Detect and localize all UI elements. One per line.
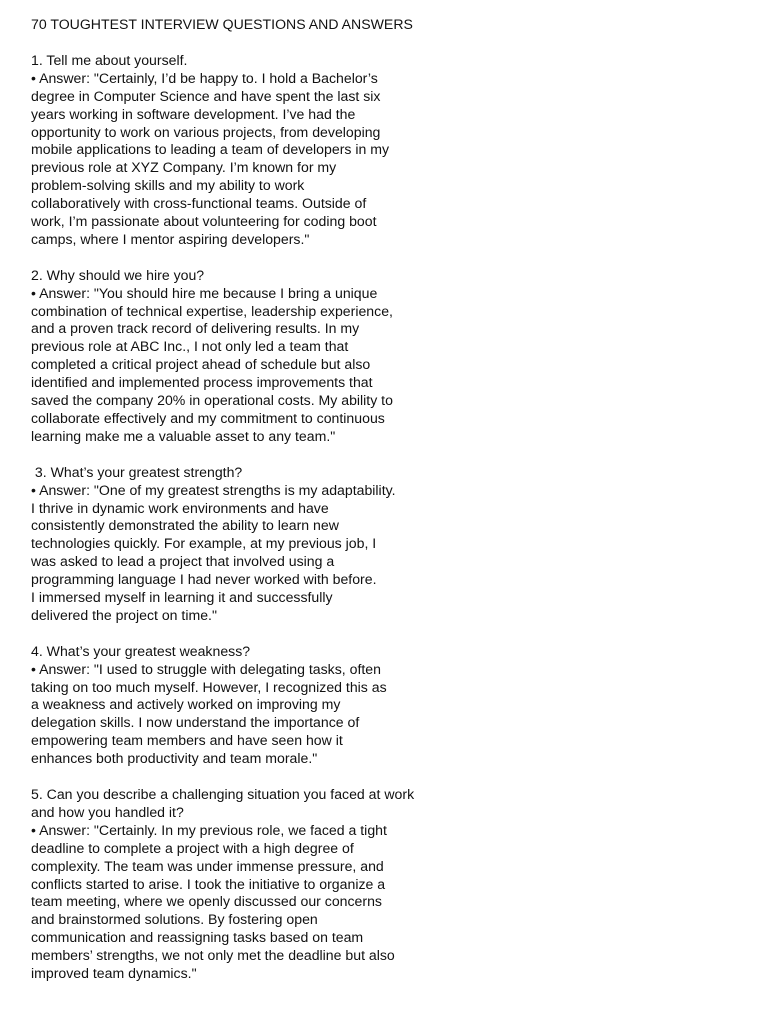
question-1: 1. Tell me about yourself.: [31, 51, 188, 68]
answer-line: collaboratively with cross-functional teams. Outside of: [31, 195, 367, 212]
qa-section-5: [31, 786, 461, 983]
qa-section-1: [31, 52, 461, 249]
answer-line: I thrive in dynamic work environments and have: [31, 499, 329, 516]
answer-line: communication and reassigning tasks based on team: [31, 929, 364, 946]
answer-line: work, I’m passionate about volunteering for coding boot: [31, 213, 377, 230]
answer-line: programming language I had never worked with before.: [31, 571, 377, 588]
answer-line: empowering team members and have seen how it: [31, 732, 343, 749]
answer-line: problem-solving skills and my ability to work: [31, 177, 305, 194]
answer-line: a weakness and actively worked on improving my: [31, 696, 341, 713]
answer-line: identified and implemented process improvements that: [31, 374, 373, 391]
answer-line: • Answer: "You should hire me because I bring a unique: [31, 284, 378, 301]
answer-line: • Answer: "One of my greatest strengths is my adaptability.: [31, 481, 396, 498]
answer-line: learning make me a valuable asset to any team.": [31, 427, 336, 444]
answer-line: camps, where I mentor aspiring developers.": [31, 230, 310, 247]
answer-line: improved team dynamics.": [31, 965, 197, 982]
question-2: 2. Why should we hire you?: [31, 266, 205, 283]
qa-section-4: [31, 643, 461, 768]
question-5-continued: and how you handled it?: [31, 803, 184, 820]
question-5: 5. Can you describe a challenging situation you faced at work: [31, 786, 415, 802]
question-4: 4. What’s your greatest weakness?: [31, 642, 251, 659]
answer-line: delivered the project on time.": [31, 606, 217, 623]
answer-line: previous role at XYZ Company. I’m known for my: [31, 159, 337, 176]
answer-line: degree in Computer Science and have spent the last six: [31, 87, 381, 104]
answer-line: enhances both productivity and team morale.": [31, 750, 318, 767]
answer-line: previous role at ABC Inc., I not only led a team that: [31, 338, 349, 355]
answer-line: team meeting, where we openly discussed our concerns: [31, 893, 382, 910]
answer-line: completed a critical project ahead of schedule but also: [31, 356, 371, 373]
qa-section-2: [31, 267, 461, 446]
question-3: 3. What’s your greatest strength?: [31, 463, 243, 480]
answer-line: • Answer: "I used to struggle with delegating tasks, often: [31, 660, 381, 677]
answer-line: complexity. The team was under immense pressure, and: [31, 857, 384, 874]
answer-line: conflicts started to arise. I took the initiative to organize a: [31, 875, 386, 892]
answer-line: was asked to lead a project that involved using a: [31, 553, 335, 570]
answer-line: taking on too much myself. However, I recognized this as: [31, 678, 387, 695]
document-title: 70 TOUGHTEST INTERVIEW QUESTIONS AND ANSWERS: [31, 16, 413, 32]
document-page: [31, 16, 461, 1001]
answer-line: and a proven track record of delivering results. In my: [31, 320, 360, 337]
answer-line: saved the company 20% in operational costs. My ability to: [31, 392, 393, 409]
answer-line: consistently demonstrated the ability to learn new: [31, 517, 339, 534]
qa-section-3: [31, 464, 461, 625]
answer-line: delegation skills. I now understand the importance of: [31, 714, 360, 731]
answer-line: collaborate effectively and my commitment to continuous: [31, 410, 385, 427]
answer-line: members’ strengths, we not only met the deadline but also: [31, 947, 395, 964]
answer-line: combination of technical expertise, leadership experience,: [31, 302, 393, 319]
answer-line: mobile applications to leading a team of developers in my: [31, 141, 390, 158]
answer-line: • Answer: "Certainly, I’d be happy to. I hold a Bachelor’s: [31, 69, 378, 86]
answer-line: I immersed myself in learning it and successfully: [31, 589, 333, 606]
answer-line: and brainstormed solutions. By fostering open: [31, 911, 318, 928]
answer-line: opportunity to work on various projects, from developing: [31, 123, 381, 140]
answer-line: deadline to complete a project with a high degree of: [31, 839, 354, 856]
answer-line: • Answer: "Certainly. In my previous role, we faced a tight: [31, 821, 387, 838]
answer-line: years working in software development. I’ve had the: [31, 105, 356, 122]
answer-line: technologies quickly. For example, at my previous job, I: [31, 535, 377, 552]
